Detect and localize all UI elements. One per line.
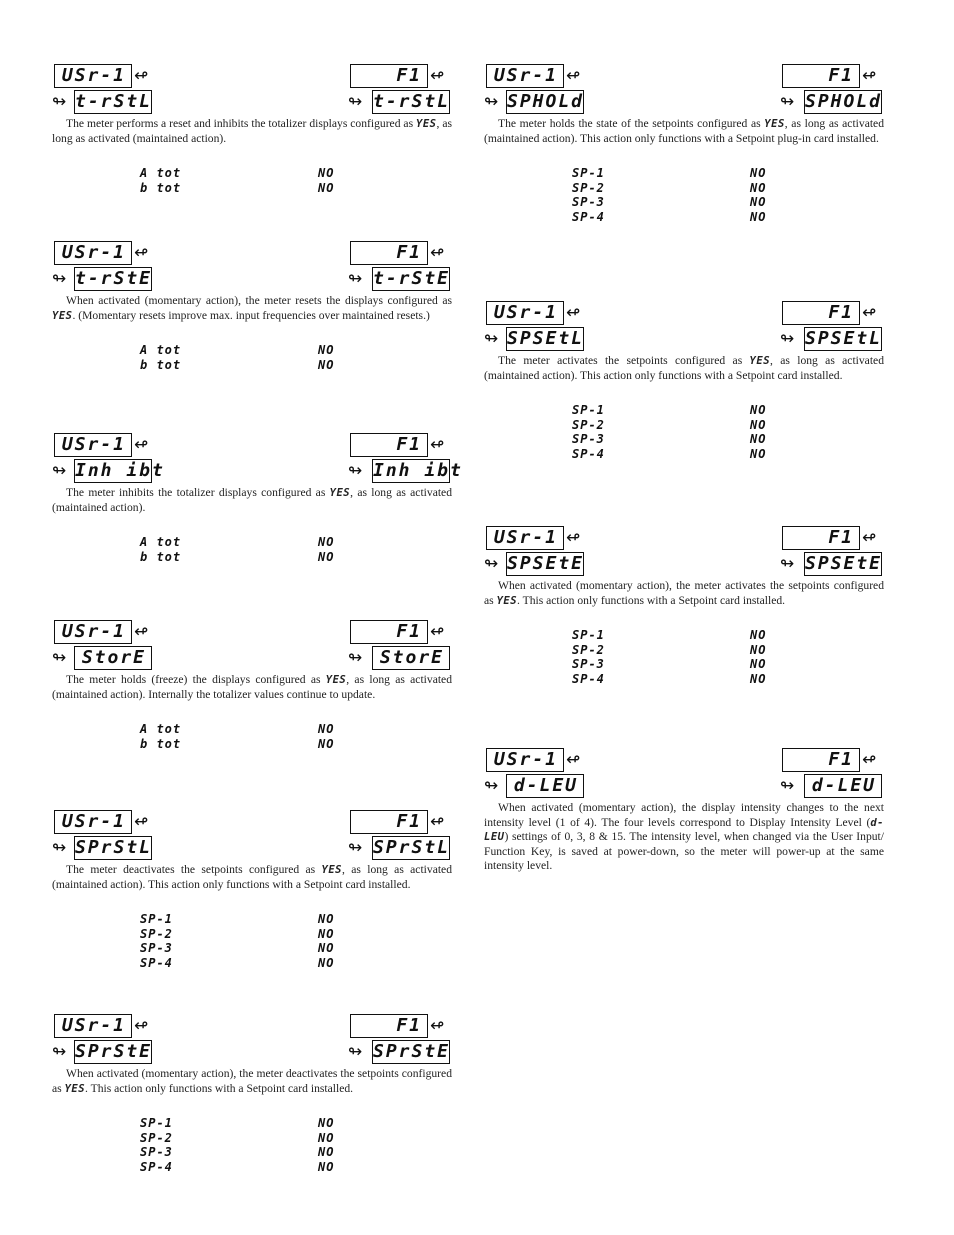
function-key-display: F1 <box>782 526 860 550</box>
parameter-row <box>52 1131 452 1146</box>
desc-text-2: . This action only functions with a Setpoint card installed. <box>517 593 786 607</box>
user-input-display: USr-1 <box>54 433 132 457</box>
parameter-block-sprstl <box>52 810 452 971</box>
display-row-bottom <box>484 327 884 353</box>
enter-arrow-icon: ↬ <box>348 269 363 289</box>
user-action-display: Inh ibt <box>75 460 165 481</box>
parameter-row <box>52 181 452 196</box>
parameter-value: NO <box>750 628 767 642</box>
action-description <box>52 117 452 146</box>
display-row-bottom <box>52 836 452 862</box>
parameter-name: SP-4 <box>572 672 605 687</box>
user-action-display: t-rStE <box>75 268 153 289</box>
desc-text-2: , as long as activated (maintained action). This action only functions with a Setpoint card installed. <box>484 354 884 382</box>
enter-arrow-icon: ↬ <box>484 329 499 349</box>
action-description <box>52 486 452 515</box>
action-description <box>52 1067 452 1096</box>
user-input-display: USr-1 <box>54 1014 132 1038</box>
display-row-top <box>52 433 452 459</box>
function-key-display: F1 <box>350 241 428 265</box>
return-arrow-icon: ↫ <box>566 528 581 548</box>
parameter-list <box>52 722 452 751</box>
enter-arrow-icon: ↬ <box>348 461 363 481</box>
parameter-name: SP-3 <box>140 941 173 956</box>
parameter-value: NO <box>318 941 335 956</box>
desc-text-1: The meter inhibits the totalizer displays configured as <box>66 486 330 499</box>
parameter-row <box>484 403 884 418</box>
enter-arrow-icon: ↬ <box>484 776 499 796</box>
parameter-name: SP-4 <box>140 956 173 971</box>
parameter-block-t-rste <box>52 241 452 372</box>
return-arrow-icon: ↫ <box>430 435 445 455</box>
enter-arrow-icon: ↬ <box>52 269 67 289</box>
parameter-value: NO <box>318 1116 335 1130</box>
desc-code: YES <box>64 1082 86 1095</box>
desc-code: YES <box>321 864 342 876</box>
user-input-display: USr-1 <box>486 748 564 772</box>
parameter-row <box>52 1116 452 1131</box>
parameter-name: A tot <box>140 535 182 549</box>
desc-text-1: The meter deactivates the setpoints configured as <box>66 863 322 876</box>
user-action-display: t-rStL <box>75 91 153 112</box>
user-input-display: USr-1 <box>54 64 132 88</box>
parameter-name: b tot <box>140 180 182 195</box>
user-input-display: USr-1 <box>486 526 564 550</box>
parameter-list <box>484 628 884 687</box>
parameter-name: SP-1 <box>572 628 605 642</box>
return-arrow-icon: ↫ <box>430 622 445 642</box>
user-action-display: StorE <box>74 646 152 670</box>
desc-text-2: . (Momentary resets improve max. input frequencies over maintained resets.) <box>72 308 430 322</box>
parameter-value: NO <box>318 926 335 941</box>
parameter-block-sprste <box>52 1014 452 1175</box>
parameter-row <box>484 166 884 181</box>
display-row-top <box>484 748 884 774</box>
desc-code: YES <box>749 355 771 367</box>
parameter-row <box>52 737 452 752</box>
function-key-display: F1 <box>350 620 428 644</box>
parameter-row <box>52 550 452 565</box>
return-arrow-icon: ↫ <box>134 66 149 86</box>
parameter-name: SP-2 <box>572 417 605 432</box>
parameter-name: SP-2 <box>140 1130 173 1145</box>
parameter-name: b tot <box>140 549 182 564</box>
return-arrow-icon: ↫ <box>862 303 877 323</box>
return-arrow-icon: ↫ <box>134 812 149 832</box>
function-key-display: F1 <box>350 433 428 457</box>
parameter-value: NO <box>318 722 335 736</box>
return-arrow-icon: ↫ <box>862 66 877 86</box>
parameter-row <box>52 343 452 358</box>
parameter-value: NO <box>318 1130 335 1145</box>
parameter-name: SP-3 <box>572 657 605 672</box>
parameter-row <box>52 722 452 737</box>
action-description <box>52 294 452 323</box>
function-action-display: Inh ibt <box>373 460 463 481</box>
return-arrow-icon: ↫ <box>566 303 581 323</box>
desc-code: d-LEU <box>484 816 884 843</box>
parameter-row <box>52 927 452 942</box>
parameter-value: NO <box>750 672 767 687</box>
parameter-value: NO <box>318 736 335 751</box>
display-row-bottom <box>52 90 452 116</box>
return-arrow-icon: ↫ <box>134 622 149 642</box>
user-input-display: USr-1 <box>486 64 564 88</box>
desc-text-2: ) settings of 0, 3, 8 & 15. The intensity level, when changed via the User Input/ Function Key, is saved at power-down, so the meter will power-up at the same intensity level. <box>484 830 884 872</box>
parameter-value: NO <box>318 343 335 357</box>
parameter-value: NO <box>750 657 767 672</box>
parameter-value: NO <box>318 535 335 549</box>
parameter-value: NO <box>750 403 767 417</box>
desc-code: YES <box>325 674 347 686</box>
desc-code: YES <box>52 309 73 322</box>
display-row-bottom <box>52 267 452 293</box>
parameter-row <box>52 1145 452 1160</box>
desc-text-1: When activated (momentary action), the meter resets the displays configured as <box>66 294 452 307</box>
enter-arrow-icon: ↬ <box>348 838 363 858</box>
function-action-display: SPSEtL <box>805 328 883 349</box>
parameter-name: SP-2 <box>140 926 173 941</box>
parameter-value: NO <box>318 357 335 372</box>
parameter-name: A tot <box>140 343 182 357</box>
function-key-display: F1 <box>350 810 428 834</box>
parameter-row <box>484 181 884 196</box>
display-row-bottom <box>52 1040 452 1066</box>
display-row-top <box>52 64 452 90</box>
enter-arrow-icon: ↬ <box>52 1042 67 1062</box>
parameter-row <box>52 535 452 550</box>
function-key-display: F1 <box>350 1014 428 1038</box>
parameter-name: SP-4 <box>572 210 605 225</box>
parameter-name: SP-3 <box>572 432 605 447</box>
user-action-display: SPHOLd <box>507 91 585 112</box>
parameter-name: SP-2 <box>572 642 605 657</box>
parameter-row <box>484 432 884 447</box>
desc-text-1: The meter activates the setpoints configured as <box>498 354 750 367</box>
parameter-name: SP-1 <box>572 403 605 417</box>
desc-text-2: . This action only functions with a Setpoint card installed. <box>85 1081 354 1095</box>
display-row-bottom <box>484 774 884 800</box>
enter-arrow-icon: ↬ <box>484 92 499 112</box>
function-action-display: SPHOLd <box>805 91 883 112</box>
parameter-name: SP-1 <box>140 912 173 926</box>
return-arrow-icon: ↫ <box>566 750 581 770</box>
desc-code: YES <box>764 118 785 130</box>
desc-code: YES <box>416 118 437 130</box>
parameter-value: NO <box>318 956 335 971</box>
parameter-value: NO <box>750 180 767 195</box>
desc-text-1: When activated (momentary action), the display intensity changes to the next intensity level (1 of 4). The four levels correspond to Display Intensity Level ( <box>484 801 884 829</box>
parameter-name: SP-3 <box>572 195 605 210</box>
enter-arrow-icon: ↬ <box>348 648 363 668</box>
parameter-name: SP-1 <box>572 166 605 180</box>
parameter-row <box>52 166 452 181</box>
enter-arrow-icon: ↬ <box>52 92 67 112</box>
parameter-name: b tot <box>140 357 182 372</box>
function-action-display: t-rStE <box>373 268 451 289</box>
display-row-top <box>52 241 452 267</box>
user-action-display: SPSEtE <box>507 553 585 574</box>
function-action-display: SPrStL <box>373 837 451 858</box>
parameter-row <box>484 657 884 672</box>
return-arrow-icon: ↫ <box>430 812 445 832</box>
desc-text-1: When activated (momentary action), the meter activates the setpoints configured as <box>484 579 884 607</box>
action-description <box>484 354 884 383</box>
enter-arrow-icon: ↬ <box>484 554 499 574</box>
return-arrow-icon: ↫ <box>862 750 877 770</box>
display-row-bottom <box>484 90 884 116</box>
parameter-block-t-rstl <box>52 64 452 195</box>
parameter-row <box>52 1160 452 1175</box>
return-arrow-icon: ↫ <box>430 66 445 86</box>
desc-code: YES <box>496 594 518 607</box>
action-description <box>52 673 452 702</box>
enter-arrow-icon: ↬ <box>780 776 795 796</box>
parameter-list <box>52 166 452 195</box>
user-action-display: SPrStE <box>75 1041 153 1062</box>
parameter-row <box>52 956 452 971</box>
enter-arrow-icon: ↬ <box>348 1042 363 1062</box>
parameter-row <box>484 195 884 210</box>
user-input-display: USr-1 <box>54 241 132 265</box>
parameter-row <box>484 672 884 687</box>
return-arrow-icon: ↫ <box>134 243 149 263</box>
return-arrow-icon: ↫ <box>430 1016 445 1036</box>
parameter-value: NO <box>750 432 767 447</box>
parameter-value: NO <box>750 447 767 462</box>
parameter-name: SP-3 <box>140 1145 173 1160</box>
desc-text-2: , as long as activated (maintained action). <box>52 117 452 145</box>
display-row-bottom <box>484 552 884 578</box>
desc-text-1: When activated (momentary action), the meter deactivates the setpoints configured as <box>52 1067 452 1095</box>
parameter-name: A tot <box>140 166 182 180</box>
desc-text-2: , as long as activated (maintained action). This action only functions with a Setpoint plug-in card installed. <box>484 117 884 145</box>
parameter-name: SP-1 <box>140 1116 173 1130</box>
parameter-name: SP-4 <box>140 1160 173 1175</box>
user-input-display: USr-1 <box>486 301 564 325</box>
parameter-name: SP-2 <box>572 180 605 195</box>
user-action-display: SPSEtL <box>507 328 585 349</box>
enter-arrow-icon: ↬ <box>52 838 67 858</box>
display-row-top <box>484 526 884 552</box>
return-arrow-icon: ↫ <box>566 66 581 86</box>
display-row-bottom <box>52 646 452 672</box>
user-input-display: USr-1 <box>54 620 132 644</box>
action-description <box>484 579 884 608</box>
display-row-top <box>484 64 884 90</box>
parameter-list <box>52 912 452 971</box>
parameter-list <box>52 1116 452 1175</box>
action-description <box>52 863 452 892</box>
display-row-top <box>484 301 884 327</box>
parameter-value: NO <box>750 417 767 432</box>
parameter-list <box>52 343 452 372</box>
desc-text-1: The meter holds (freeze) the displays configured as <box>66 673 326 686</box>
desc-text-2: , as long as activated (maintained action). Internally the totalizer values continue to update. <box>52 673 452 701</box>
function-key-display: F1 <box>782 64 860 88</box>
display-row-bottom <box>52 459 463 485</box>
display-row-top <box>52 620 452 646</box>
function-action-display: SPSEtE <box>805 553 883 574</box>
desc-text-1: The meter holds the state of the setpoints configured as <box>498 117 765 130</box>
function-key-display: F1 <box>350 64 428 88</box>
parameter-value: NO <box>750 166 767 180</box>
parameter-block-sphold <box>484 64 884 225</box>
enter-arrow-icon: ↬ <box>780 554 795 574</box>
desc-text-1: The meter performs a reset and inhibits the totalizer displays configured as <box>66 117 417 130</box>
function-action-display: SPrStE <box>373 1041 451 1062</box>
return-arrow-icon: ↫ <box>430 243 445 263</box>
parameter-row <box>484 643 884 658</box>
parameter-value: NO <box>318 1145 335 1160</box>
parameter-list <box>52 535 452 564</box>
parameter-row <box>52 941 452 956</box>
parameter-row <box>52 358 452 373</box>
parameter-block-store <box>52 620 452 751</box>
enter-arrow-icon: ↬ <box>780 329 795 349</box>
user-action-display: d-LEU <box>506 774 584 798</box>
parameter-value: NO <box>318 912 335 926</box>
parameter-value: NO <box>750 642 767 657</box>
parameter-value: NO <box>318 180 335 195</box>
parameter-list <box>484 166 884 225</box>
desc-text-2: , as long as activated (maintained action). <box>52 486 452 514</box>
return-arrow-icon: ↫ <box>862 528 877 548</box>
parameter-block-inhibt <box>52 433 463 564</box>
enter-arrow-icon: ↬ <box>348 92 363 112</box>
user-input-display: USr-1 <box>54 810 132 834</box>
parameter-value: NO <box>318 549 335 564</box>
parameter-block-d-lev <box>484 748 884 874</box>
function-key-display: F1 <box>782 748 860 772</box>
parameter-row <box>484 418 884 433</box>
parameter-name: b tot <box>140 736 182 751</box>
enter-arrow-icon: ↬ <box>52 461 67 481</box>
parameter-list <box>484 403 884 462</box>
parameter-row <box>52 912 452 927</box>
function-key-display: F1 <box>782 301 860 325</box>
parameter-name: SP-4 <box>572 447 605 462</box>
user-action-display: SPrStL <box>75 837 153 858</box>
function-action-display: t-rStL <box>373 91 451 112</box>
function-action-display: d-LEU <box>804 774 882 798</box>
parameter-value: NO <box>750 210 767 225</box>
parameter-block-spsetl <box>484 301 884 462</box>
enter-arrow-icon: ↬ <box>780 92 795 112</box>
parameter-value: NO <box>750 195 767 210</box>
parameter-block-spsete <box>484 526 884 687</box>
parameter-name: A tot <box>140 722 182 736</box>
return-arrow-icon: ↫ <box>134 435 149 455</box>
action-description <box>484 117 884 146</box>
function-action-display: StorE <box>372 646 450 670</box>
return-arrow-icon: ↫ <box>134 1016 149 1036</box>
desc-code: YES <box>329 487 351 499</box>
action-description <box>484 801 884 874</box>
enter-arrow-icon: ↬ <box>52 648 67 668</box>
display-row-top <box>52 1014 452 1040</box>
parameter-value: NO <box>318 1160 335 1175</box>
parameter-value: NO <box>318 166 335 180</box>
parameter-row <box>484 628 884 643</box>
display-row-top <box>52 810 452 836</box>
parameter-row <box>484 447 884 462</box>
desc-text-2: , as long as activated (maintained action). This action only functions with a Setpoint card installed. <box>52 863 453 891</box>
parameter-row <box>484 210 884 225</box>
